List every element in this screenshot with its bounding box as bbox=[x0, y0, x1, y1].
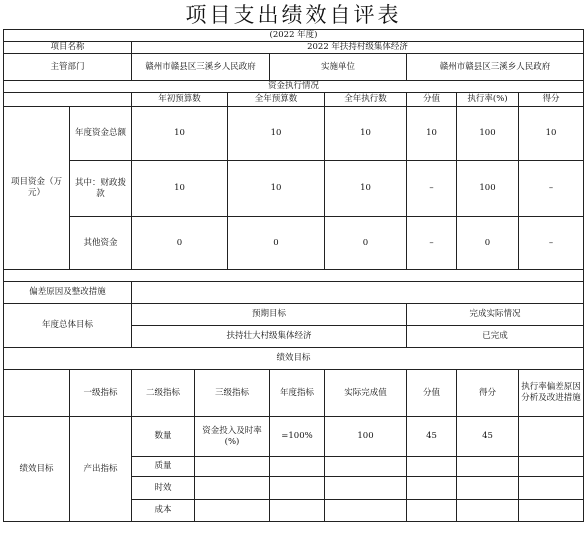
funds-header: 得分 bbox=[519, 93, 584, 107]
perf-header: 年度指标 bbox=[270, 370, 325, 417]
perf-target bbox=[270, 477, 325, 500]
perf-section-header: 绩效目标 bbox=[4, 348, 584, 370]
perf-header: 执行率偏差原因分析及改进措施 bbox=[519, 370, 584, 417]
funds-cell: 10 bbox=[132, 107, 228, 161]
perf-target bbox=[270, 500, 325, 522]
perf-header: 实际完成值 bbox=[325, 370, 407, 417]
funds-row-label: 年度资金总额 bbox=[70, 107, 132, 161]
perf-actual bbox=[325, 457, 407, 477]
funds-cell: 10 bbox=[325, 107, 407, 161]
evaluation-table bbox=[3, 29, 584, 522]
perf-score bbox=[457, 500, 519, 522]
funds-header-blank bbox=[4, 93, 132, 107]
perf-target bbox=[270, 457, 325, 477]
funds-cell: 0 bbox=[457, 217, 519, 270]
perf-l2: 时效 bbox=[132, 477, 195, 500]
funds-label: 项目资金（万元） bbox=[4, 107, 70, 270]
funds-cell: 100 bbox=[457, 161, 519, 217]
perf-header: 分值 bbox=[407, 370, 457, 417]
dept-value: 赣州市赣县区三溪乡人民政府 bbox=[132, 54, 270, 81]
goal-expected: 扶持壮大村级集体经济 bbox=[132, 326, 407, 348]
goal-expected-label: 预期目标 bbox=[132, 304, 407, 326]
perf-l2: 成本 bbox=[132, 500, 195, 522]
funds-header: 分值 bbox=[407, 93, 457, 107]
funds-cell: 10 bbox=[228, 107, 325, 161]
perf-header: 三级指标 bbox=[195, 370, 270, 417]
funds-row-label: 其他资金 bbox=[70, 217, 132, 270]
funds-header: 全年执行数 bbox=[325, 93, 407, 107]
perf-target: =100% bbox=[270, 417, 325, 457]
perf-header-blank bbox=[4, 370, 70, 417]
perf-score-value bbox=[407, 500, 457, 522]
perf-remark bbox=[519, 477, 584, 500]
project-name-label: 项目名称 bbox=[4, 42, 132, 54]
goal-label: 年度总体目标 bbox=[4, 304, 132, 348]
funds-cell: – bbox=[407, 161, 457, 217]
perf-remark bbox=[519, 417, 584, 457]
deviation-value bbox=[132, 282, 584, 304]
project-name-value: 2022 年扶持村级集体经济 bbox=[132, 42, 584, 54]
perf-l2: 数量 bbox=[132, 417, 195, 457]
goal-actual: 已完成 bbox=[407, 326, 584, 348]
perf-l3: 资金投入及时率(%) bbox=[195, 417, 270, 457]
funds-cell: 10 bbox=[132, 161, 228, 217]
perf-score-value bbox=[407, 457, 457, 477]
perf-remark bbox=[519, 457, 584, 477]
perf-remark bbox=[519, 500, 584, 522]
perf-l3 bbox=[195, 500, 270, 522]
perf-actual: 100 bbox=[325, 417, 407, 457]
perf-actual bbox=[325, 500, 407, 522]
unit-label: 实施单位 bbox=[270, 54, 407, 81]
funds-cell: 0 bbox=[325, 217, 407, 270]
funds-cell: 10 bbox=[228, 161, 325, 217]
perf-score-value: 45 bbox=[407, 417, 457, 457]
perf-score bbox=[457, 457, 519, 477]
spacer-row bbox=[4, 270, 584, 282]
unit-value: 赣州市赣县区三溪乡人民政府 bbox=[407, 54, 584, 81]
perf-score: 45 bbox=[457, 417, 519, 457]
perf-score-value bbox=[407, 477, 457, 500]
perf-actual bbox=[325, 477, 407, 500]
funds-header: 年初预算数 bbox=[132, 93, 228, 107]
funds-cell: – bbox=[519, 217, 584, 270]
goal-actual-label: 完成实际情况 bbox=[407, 304, 584, 326]
perf-l3 bbox=[195, 477, 270, 500]
perf-score bbox=[457, 477, 519, 500]
perf-header: 得分 bbox=[457, 370, 519, 417]
funds-cell: 10 bbox=[519, 107, 584, 161]
perf-l2: 质量 bbox=[132, 457, 195, 477]
funds-cell: 100 bbox=[457, 107, 519, 161]
funds-header: 全年预算数 bbox=[228, 93, 325, 107]
funds-section-header: 资金执行情况 bbox=[4, 81, 584, 93]
perf-l1-label: 产出指标 bbox=[70, 417, 132, 522]
funds-header: 执行率(%) bbox=[457, 93, 519, 107]
page-title: 项目支出绩效自评表 bbox=[185, 3, 402, 27]
funds-cell: – bbox=[407, 217, 457, 270]
funds-cell: 0 bbox=[228, 217, 325, 270]
perf-header: 二级指标 bbox=[132, 370, 195, 417]
dept-label: 主管部门 bbox=[4, 54, 132, 81]
deviation-label: 偏差原因及整改措施 bbox=[4, 282, 132, 304]
perf-l3 bbox=[195, 457, 270, 477]
year-label: (2022 年度) bbox=[4, 30, 584, 42]
funds-row-label: 其中：财政拨款 bbox=[70, 161, 132, 217]
funds-cell: 10 bbox=[325, 161, 407, 217]
perf-header: 一级指标 bbox=[70, 370, 132, 417]
funds-cell: 10 bbox=[407, 107, 457, 161]
funds-cell: – bbox=[519, 161, 584, 217]
perf-left-label: 绩效目标 bbox=[4, 417, 70, 522]
funds-cell: 0 bbox=[132, 217, 228, 270]
